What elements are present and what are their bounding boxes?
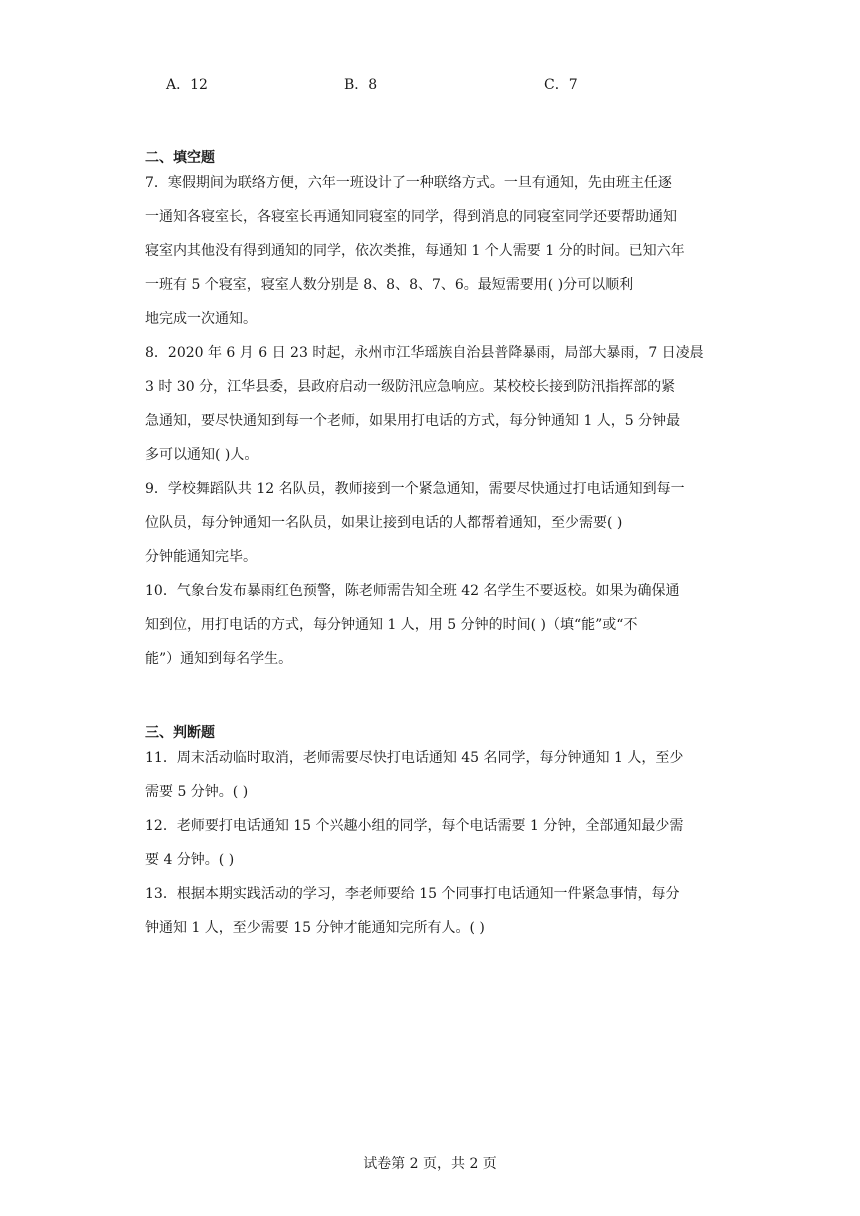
question-line: 一通知各寝室长，各寝室长再通知同寝室的同学，得到消息的同寝室同学还要帮助通知 — [145, 209, 677, 225]
option-b: B．8 — [344, 77, 378, 93]
option-a: A．12 — [166, 77, 208, 93]
question-line: 9．学校舞蹈队共 12 名队员，教师接到一个紧急通知，需要尽快通过打电话通知到每一 — [145, 481, 685, 497]
question-line: 10．气象台发布暴雨红色预警，陈老师需告知全班 42 名学生不要返校。如果为确保通 — [145, 583, 680, 599]
question-line: 知到位，用打电话的方式，每分钟通知 1 人，用 5 分钟的时间( )（填“能”或“不 — [145, 617, 638, 633]
question-7 — [145, 166, 717, 336]
question-line: 钟通知 1 人，至少需要 15 分钟才能通知完所有人。( ) — [145, 920, 485, 936]
question-line: 一班有 5 个寝室，寝室人数分别是 8、8、8、7、6。最短需要用( )分可以顺利 — [145, 277, 634, 293]
section-title-fill-blank: 二、填空题 — [145, 150, 215, 166]
page-footer: 试卷第 2 页，共 2 页 — [363, 1156, 497, 1172]
question-8 — [145, 336, 717, 472]
question-line: 地完成一次通知。 — [145, 311, 257, 327]
question-line: 位队员，每分钟通知一名队员，如果让接到电话的人都帮着通知，至少需要( ) — [145, 515, 623, 531]
question-line: 分钟能通知完毕。 — [145, 549, 257, 565]
question-line: 12．老师要打电话通知 15 个兴趣小组的同学，每个电话需要 1 分钟，全部通知最少需 — [145, 818, 684, 834]
section-title-true-false: 三、判断题 — [145, 725, 215, 741]
question-line: 能”）通知到每名学生。 — [145, 651, 293, 667]
question-line: 3 时 30 分，江华县委，县政府启动一级防汛应急响应。某校校长接到防汛指挥部的紧 — [145, 379, 676, 395]
question-line: 11．周末活动临时取消，老师需要尽快打电话通知 45 名同学，每分钟通知 1 人，至少 — [145, 750, 684, 766]
question-line: 8．2020 年 6 月 6 日 23 时起，永州市江华瑶族自治县普降暴雨，局部大暴雨，7 日凌晨 — [145, 345, 704, 361]
question-11 — [145, 741, 717, 809]
question-line: 要 4 分钟。( ) — [145, 852, 235, 868]
option-c: C．7 — [544, 77, 578, 93]
question-10 — [145, 574, 717, 676]
question-12 — [145, 809, 717, 877]
question-line: 13．根据本期实践活动的学习，李老师要给 15 个同事打电话通知一件紧急事情，每分 — [145, 886, 680, 902]
question-line: 7．寒假期间为联络方便，六年一班设计了一种联络方式。一旦有通知，先由班主任逐 — [145, 175, 672, 191]
question-line: 急通知，要尽快通知到每一个老师，如果用打电话的方式，每分钟通知 1 人，5 分钟最 — [145, 413, 681, 429]
question-line: 多可以通知( )人。 — [145, 447, 259, 463]
question-line: 寝室内其他没有得到通知的同学，依次类推，每通知 1 个人需要 1 分的时间。已知六年 — [145, 243, 685, 259]
question-line: 需要 5 分钟。( ) — [145, 784, 249, 800]
choice-options — [166, 74, 766, 94]
question-9 — [145, 472, 717, 574]
question-13 — [145, 877, 717, 945]
